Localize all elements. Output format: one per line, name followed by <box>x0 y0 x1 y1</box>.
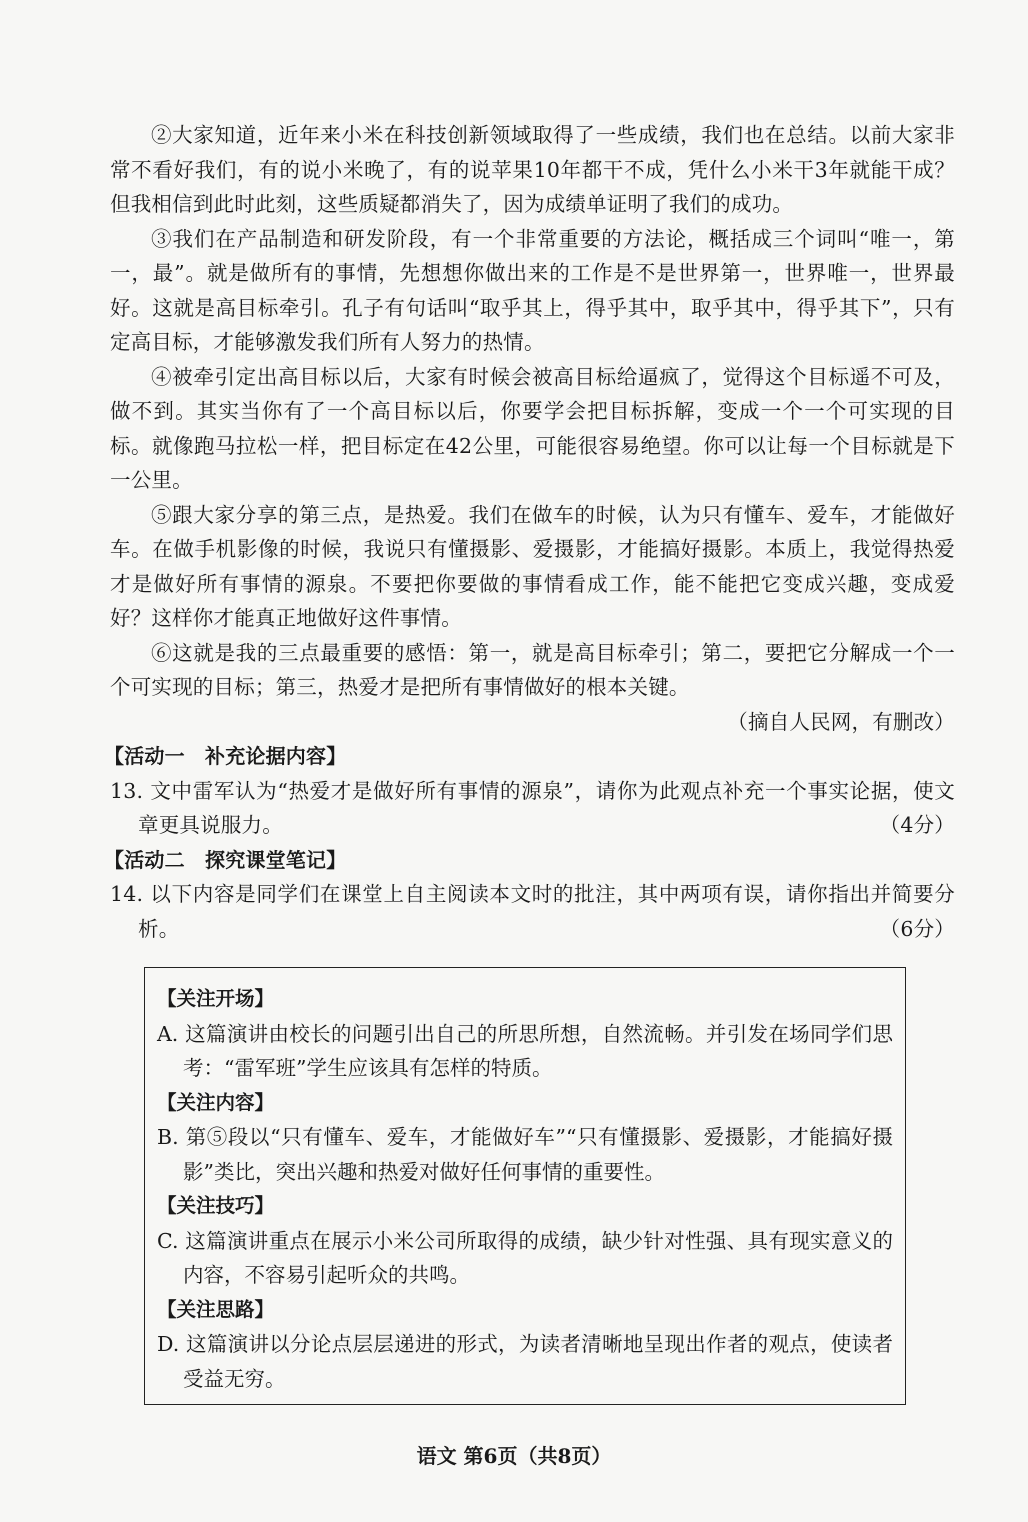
paragraph-2: ②大家知道，近年来小米在科技创新领域取得了一些成绩，我们也在总结。以前大家非常不看好我们，有的说小米晚了，有的说苹果10年都干不成，凭什么小米干3年就能干成？但我相信到此时此刻，这些质疑都消失了，因为成绩单证明了我们的成功。 <box>110 123 955 216</box>
reading-passage <box>104 118 955 946</box>
question-14-score: （6分） <box>879 916 955 941</box>
note-heading-content: 【关注内容】 <box>157 1090 275 1114</box>
note-heading-structure: 【关注思路】 <box>157 1297 275 1321</box>
note-option-a: A. 这篇演讲由校长的问题引出自己的所思所想，自然流畅。并引发在场同学们思考：“雷军班”学生应该具有怎样的特质。 <box>157 1021 893 1080</box>
note-option-b: B. 第⑤段以“只有懂车、爱车，才能做好车”“只有懂摄影、爱摄影，才能搞好摄影”类比，突出兴趣和热爱对做好任何事情的重要性。 <box>157 1125 893 1184</box>
note-heading-opening: 【关注开场】 <box>157 987 275 1010</box>
activity-1-heading: 【活动一 补充论据内容】 <box>104 744 347 768</box>
activity-2-heading: 【活动二 探究课堂笔记】 <box>104 847 347 872</box>
question-13-text: 13. 文中雷军认为“热爱才是做好所有事情的源泉”，请你为此观点补充一个事实论据，使文章更具说服力。 <box>110 778 955 837</box>
paragraph-3: ③我们在产品制造和研发阶段，有一个非常重要的方法论，概括成三个词叫“唯一，第一，最”。就是做所有的事情，先想想你做出来的工作是不是世界第一，世界唯一，世界最好。这就是高目标牵引。孔子有句话叫“取乎其上，得乎其中，取乎其中，得乎其下”，只有定高目标，才能够激发我们所有人努力的热情。 <box>110 226 955 354</box>
note-option-d: D. 这篇演讲以分论点层层递进的形式，为读者清晰地呈现出作者的观点，使读者受益无穷。 <box>157 1332 893 1391</box>
paragraph-5: ⑤跟大家分享的第三点，是热爱。我们在做车的时候，认为只有懂车、爱车，才能做好车。在做手机影像的时候，我说只有懂摄影、爱摄影，才能搞好摄影。本质上，我觉得热爱才是做好所有事情的源泉。不要把你要做的事情看成工作，能不能把它变成兴趣，变成爱好？这样你才能真正地做好这件事情。 <box>110 502 955 630</box>
question-13 <box>110 774 955 843</box>
question-13-score: （4分） <box>879 813 955 837</box>
question-14 <box>110 877 955 946</box>
paragraph-4: ④被牵引定出高目标以后，大家有时候会被高目标给逼疯了，觉得这个目标遥不可及，做不到。其实当你有了一个高目标以后，你要学会把目标拆解，变成一个一个可实现的目标。就像跑马拉松一样，把目标定在42公里，可能很容易绝望。你可以让每一个目标就是下一公里。 <box>110 364 955 492</box>
note-heading-technique: 【关注技巧】 <box>157 1194 275 1217</box>
annotation-box <box>144 967 906 1405</box>
paragraph-6: ⑥这就是我的三点最重要的感悟：第一，就是高目标牵引；第二，要把它分解成一个一个可实现的目标；第三，热爱才是把所有事情做好的根本关键。 <box>110 640 955 699</box>
page-footer: 语文 第6页（共8页） <box>416 1444 612 1468</box>
source-note: （摘自人民网，有删改） <box>727 709 955 734</box>
question-14-text: 14. 以下内容是同学们在课堂上自主阅读本文时的批注，其中两项有误，请你指出并简要分析。 <box>110 882 955 941</box>
note-option-c: C. 这篇演讲重点在展示小米公司所取得的成绩，缺少针对性强、具有现实意义的内容，不容易引起听众的共鸣。 <box>157 1228 893 1287</box>
